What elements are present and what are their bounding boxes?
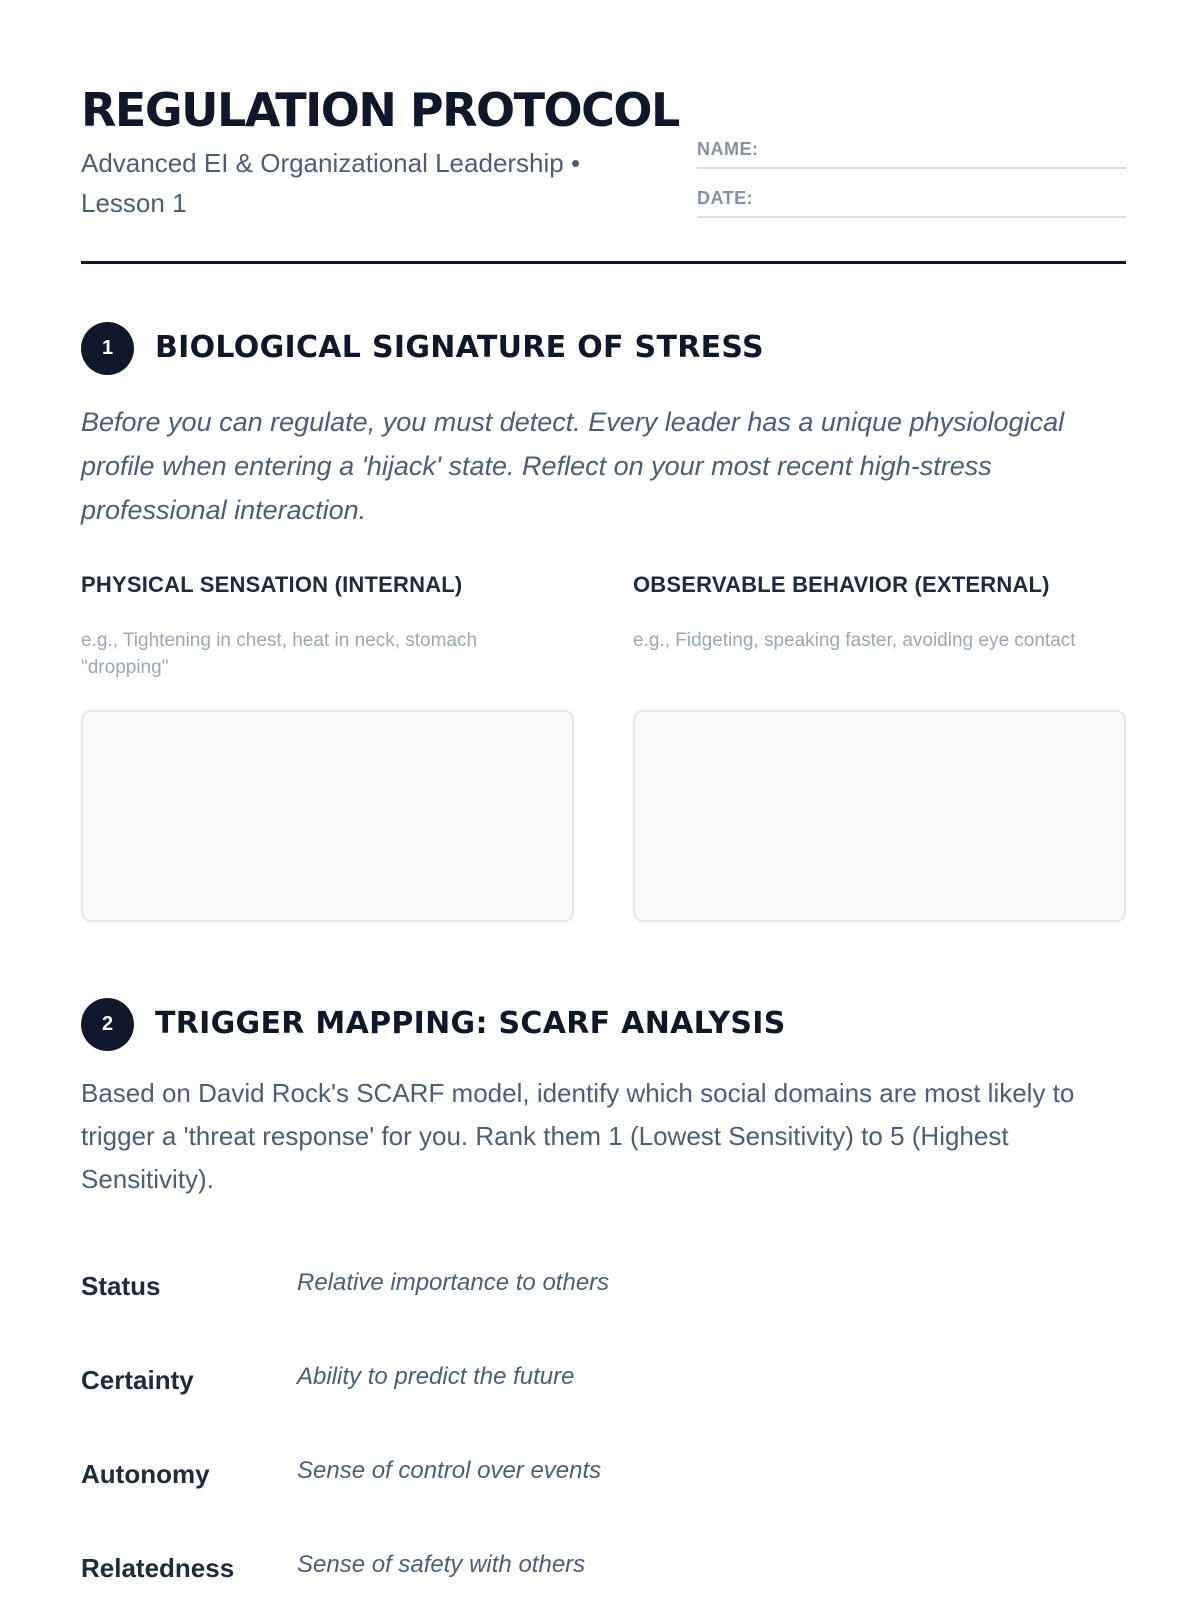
section-2-intro: Based on David Rock's SCARF model, identify which social domains are most likely to trigger a 'threat response' for you. Rank them 1 (Lowest Sensitivity) to 5 (Highest Sensitivity). [81,1078,1075,1194]
name-field[interactable] [697,137,1126,169]
scarf-domain-name: Certainty [81,1365,194,1395]
scarf-row-certainty[interactable] [81,1359,1126,1409]
page-title: REGULATION PROTOCOL [81,83,679,137]
scarf-domain-description: Sense of safety with others [297,1551,586,1578]
scarf-domain-name: Relatedness [81,1553,235,1583]
observable-behavior-label: OBSERVABLE BEHAVIOR (EXTERNAL) [633,572,1050,597]
section-1-intro: Before you can regulate, you must detect. Every leader has a unique physiological profile when entering a 'hijack' state. Reflect on your most recent high-stress professional interaction. [81,407,1065,525]
date-field[interactable] [697,186,1126,218]
scarf-domain-description: Relative importance to others [297,1269,610,1296]
physical-sensation-input[interactable] [81,710,574,922]
header-divider [81,261,1126,264]
section-2-title: TRIGGER MAPPING: SCARF ANALYSIS [155,1006,786,1041]
scarf-domain-name: Status [81,1271,161,1301]
observable-behavior-hint: e.g., Fidgeting, speaking faster, avoiding eye contact [633,630,1076,651]
scarf-row-autonomy[interactable] [81,1453,1126,1503]
section-1-title: BIOLOGICAL SIGNATURE OF STRESS [155,330,764,365]
physical-sensation-label: PHYSICAL SENSATION (INTERNAL) [81,572,463,597]
section-2-number-badge: 2 [81,998,134,1051]
name-label: NAME: [697,139,759,159]
course-subtitle: Advanced EI & Organizational Leadership • Lesson 1 [81,148,581,218]
scarf-domain-description: Sense of control over events [297,1457,602,1484]
section-1-number-badge: 1 [81,322,134,375]
observable-behavior-input[interactable] [633,710,1126,922]
physical-sensation-hint: e.g., Tightening in chest, heat in neck, stomach "dropping" [81,630,478,678]
scarf-row-relatedness[interactable] [81,1547,1126,1597]
scarf-domain-description: Ability to predict the future [297,1363,575,1390]
scarf-row-status[interactable] [81,1265,1126,1315]
date-label: DATE: [697,188,754,208]
scarf-domain-name: Autonomy [81,1459,210,1489]
